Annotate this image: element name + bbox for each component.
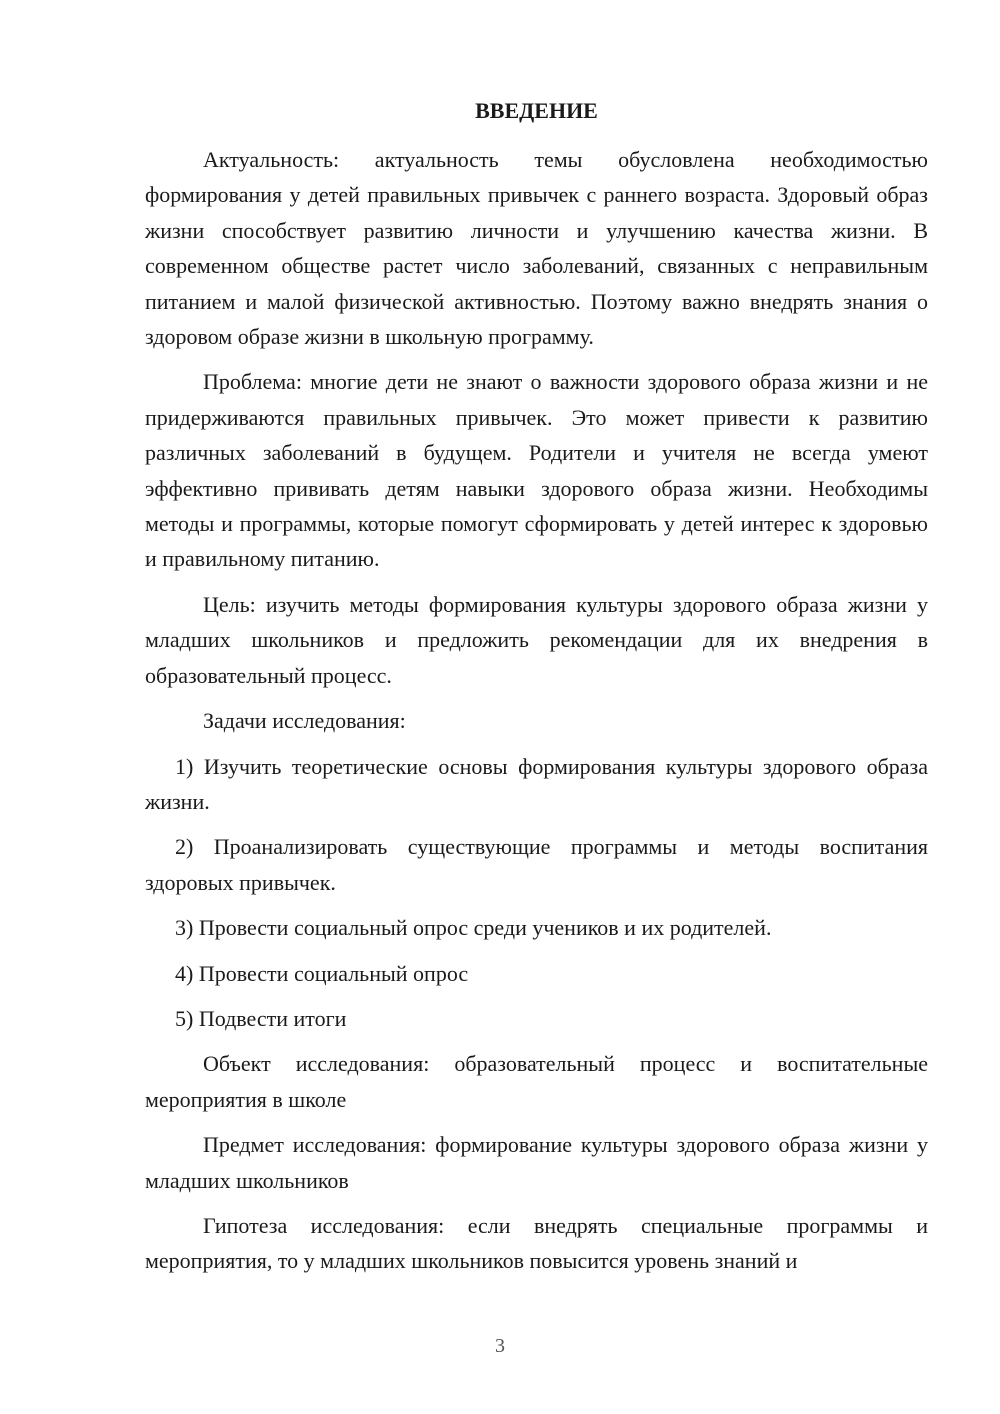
document-page [145, 94, 928, 1289]
paragraph-hypothesis: Гипотеза исследования: если внедрять специальные программы и мероприятия, то у младших школьников повысится уровень знаний и [145, 1212, 928, 1274]
paragraph-goal: Цель: изучить методы формирования культуры здорового образа жизни у младших школьников и предложить рекомендации для их внедрения в образовательный процесс. [145, 591, 928, 688]
tasks-heading: Задачи исследования: [203, 708, 406, 734]
task-item: 3) Провести социальный опрос среди учеников и их родителей. [175, 915, 772, 941]
task-item: 4) Провести социальный опрос [175, 960, 469, 986]
task-item: 5) Подвести итоги [175, 1005, 347, 1031]
document-title: ВВЕДЕНИЕ [475, 98, 598, 123]
task-item: 2) Проанализировать существующие программы и методы воспитания здоровых привычек. [145, 834, 928, 895]
paragraph-relevance: Актуальность: актуальность темы обусловлена необходимостью формирования у детей правильных привычек с раннего возраста. Здоровый образ жизни способствует развитию личности и улучшению качества жизни. В современном обществе растет число заболеваний, связанных с неправильным питанием и малой физической активностью. Поэтому важно внедрять знания о здоровом образе жизни в школьную программу. [145, 147, 928, 350]
paragraph-problem: Проблема: многие дети не знают о важности здорового образа жизни и не придерживаются правильных привычек. Это может привести к развитию различных заболеваний в будущем. Родители и учителя не всегда умеют эффективно прививать детям навыки здорового образа жизни. Необходимы методы и программы, которые помогут сформировать у детей интерес к здоровью и правильному питанию. [145, 369, 928, 572]
paragraph-object: Объект исследования: образовательный процесс и воспитательные мероприятия в школе [145, 1051, 928, 1112]
paragraph-subject: Предмет исследования: формирование культуры здорового образа жизни у младших школьников [145, 1132, 928, 1193]
task-item: 1) Изучить теоретические основы формирования культуры здорового образа жизни. [145, 753, 928, 814]
tasks-list [145, 749, 928, 1037]
page-number: 3 [495, 1335, 505, 1357]
